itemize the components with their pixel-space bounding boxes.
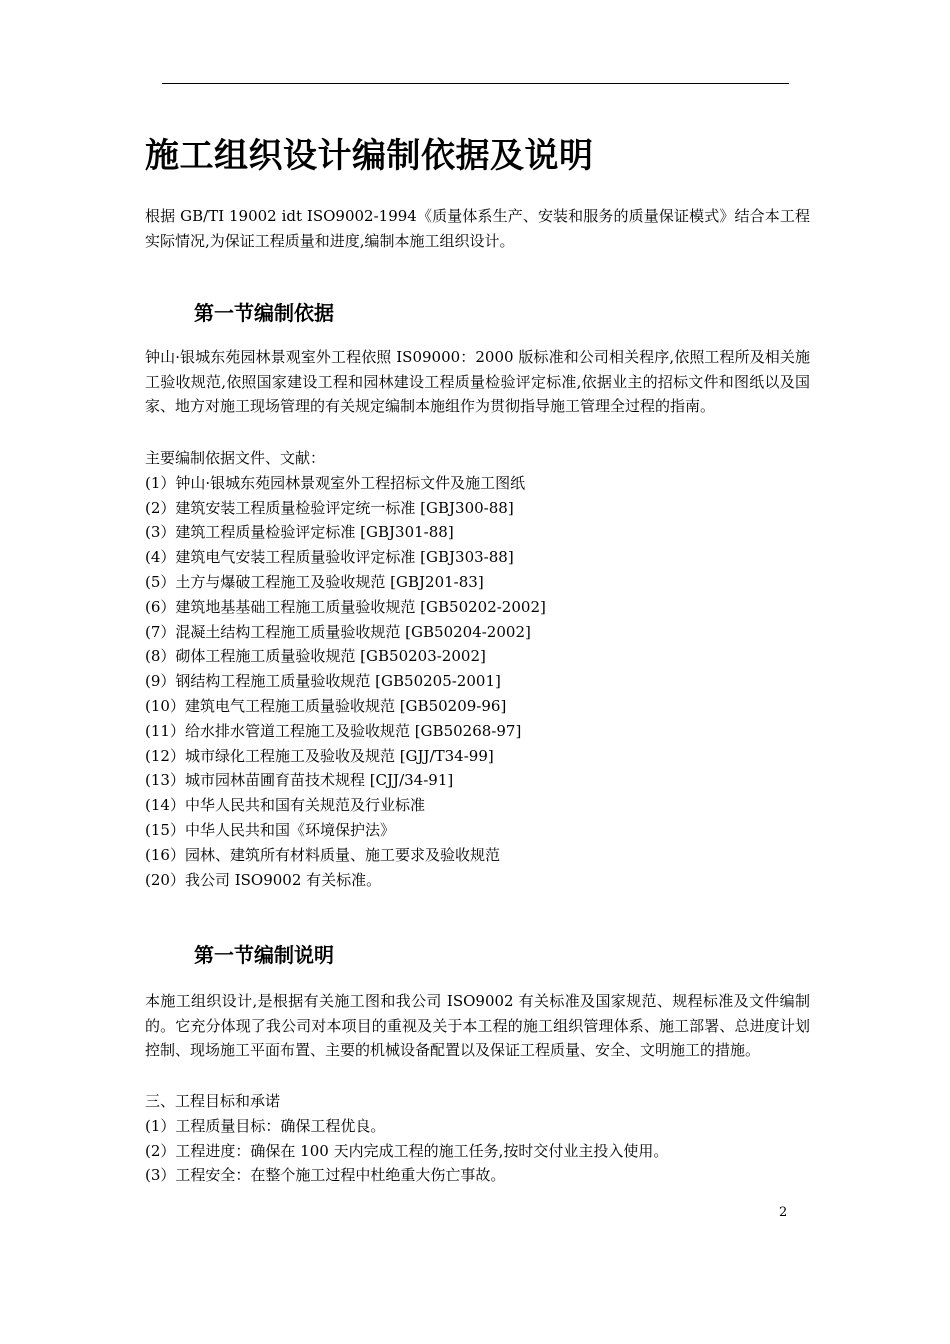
- list-item: (2）建筑安装工程质量检验评定统一标准 [GBJ300-88]: [145, 498, 514, 517]
- list-item: (3）工程安全：在整个施工过程中杜绝重大伤亡事故。: [145, 1166, 506, 1185]
- section-heading-basis: 第一节编制依据: [194, 301, 334, 325]
- list-item: (12）城市绿化工程施工及验收及规范 [GJJ/T34-99]: [145, 746, 494, 765]
- list-item: (20）我公司 ISO9002 有关标准。: [145, 870, 382, 889]
- list-item: (3）建筑工程质量检验评定标准 [GBJ301-88]: [145, 523, 454, 542]
- list-item: (2）工程进度：确保在 100 天内完成工程的施工任务,按时交付业主投入使用。: [145, 1141, 669, 1160]
- list-item: (9）钢结构工程施工质量验收规范 [GB50205-2001]: [145, 672, 501, 691]
- list-item: (10）建筑电气工程施工质量验收规范 [GB50209-96]: [145, 696, 507, 715]
- list-item: (13）城市园林苗圃育苗技术规程 [CJJ/34-91]: [145, 771, 454, 790]
- list-item: 三、工程目标和承诺: [145, 1092, 281, 1110]
- list-item: (14）中华人民共和国有关规范及行业标准: [145, 796, 425, 815]
- page-number: 2: [779, 1205, 788, 1220]
- list-item: (7）混凝土结构工程施工质量验收规范 [GB50204-2002]: [145, 622, 531, 641]
- list-item: (1）钟山·银城东苑园林景观室外工程招标文件及施工图纸: [145, 473, 526, 492]
- list-item: (6）建筑地基基础工程施工质量验收规范 [GB50202-2002]: [145, 597, 546, 616]
- list-item: (15）中华人民共和国《环境保护法》: [145, 820, 395, 839]
- basis-paragraph: 钟山·银城东苑园林景观室外工程依照 IS09000：2000 版标准和公司相关程序,依照工程所及相关施工验收规范,依照国家建设工程和园林建设工程质量检验评定标准,依据业主的招标文件和图纸以及国家、地方对施工现场管理的有关规定编制本施组作为贯彻指导施工管理全过程的指南。: [145, 348, 810, 415]
- basis-reference-list: [145, 446, 810, 892]
- section-heading-explanation: 第一节编制说明: [194, 943, 334, 967]
- list-item: (4）建筑电气安装工程质量验收评定标准 [GBJ303-88]: [145, 548, 514, 567]
- intro-paragraph: 根据 GB/TI 19002 idt ISO9002-1994《质量体系生产、安装和服务的质量保证模式》结合本工程实际情况,为保证工程质量和进度,编制本施工组织设计。: [145, 207, 810, 250]
- list-item: (11）给水排水管道工程施工及验收规范 [GB50268-97]: [145, 721, 522, 740]
- list-item: (8）砌体工程施工质量验收规范 [GB50203-2002]: [145, 647, 486, 666]
- header-rule: [162, 83, 789, 84]
- explanation-paragraph: 本施工组织设计,是根据有关施工图和我公司 ISO9002 有关标准及国家规范、规程标准及文件编制的。它充分体现了我公司对本项目的重视及关于本工程的施工组织管理体系、施工部署、总进度计划控制、现场施工平面布置、主要的机械设备配置以及保证工程质量、安全、文明施工的措施。: [145, 992, 810, 1059]
- document-title: 施工组织设计编制依据及说明: [145, 136, 594, 176]
- goals-list: [145, 1089, 810, 1188]
- list-item: (1）工程质量目标：确保工程优良。: [145, 1116, 386, 1135]
- list-item: (5）土方与爆破工程施工及验收规范 [GBJ201-83]: [145, 572, 484, 591]
- list-item: 主要编制依据文件、文献：: [145, 449, 326, 467]
- list-item: (16）园林、建筑所有材料质量、施工要求及验收规范: [145, 845, 500, 864]
